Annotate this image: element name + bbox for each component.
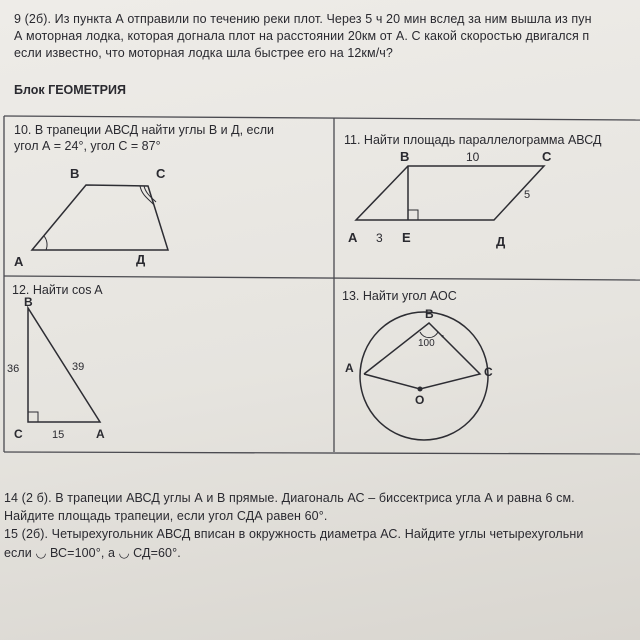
task-11-label-e: Е xyxy=(402,230,411,245)
block-title: Блок ГЕОМЕТРИЯ xyxy=(14,83,126,97)
task-12-side-ab: 39 xyxy=(72,361,85,373)
task-10-line-2: угол А = 24°, угол С = 87° xyxy=(14,139,161,153)
task-13-label-b: В xyxy=(425,307,434,321)
task-11-label-b: В xyxy=(400,149,410,164)
task-11-segment-ae: 3 xyxy=(376,231,383,245)
task-12-label-c: С xyxy=(14,427,23,441)
task-10-label-d: Д xyxy=(136,252,146,267)
task-10-line-1: 10. В трапеции АВСД найти углы В и Д, если xyxy=(14,123,275,137)
problem-14-line-1: 14 (2 б). В трапеции АВСД углы А и В прямые. Диагональ АС – биссектриса угла А и равна 6 см. xyxy=(4,491,575,505)
task-12-label-b: В xyxy=(24,295,33,309)
problem-15-line-1: 15 (2б). Четырехугольник АВСД вписан в окружность диаметра АС. Найдите углы четырехугольни xyxy=(4,527,584,541)
problem-14-line-2: Найдите площадь трапеции, если угол СДА равен 60°. xyxy=(4,509,328,523)
task-11-label-d: Д xyxy=(496,234,506,249)
task-13-label-o: О xyxy=(415,393,425,407)
task-11-label-a: А xyxy=(348,230,358,245)
task-12-title: 12. Найти cos A xyxy=(12,283,103,297)
task-10-label-a: А xyxy=(14,254,24,269)
task-table-grid xyxy=(4,116,640,454)
task-11-side-cd: 5 xyxy=(524,189,531,201)
task-13-label-c: С xyxy=(484,365,493,379)
task-11-label-c: С xyxy=(542,149,552,164)
task-13-label-a: А xyxy=(345,361,354,375)
task-11-title: 11. Найти площадь параллелограмма АВСД xyxy=(344,133,602,147)
task-13-degree-mark: ° xyxy=(441,334,445,343)
task-10-label-b: В xyxy=(70,166,80,181)
task-10-trapezoid xyxy=(32,185,168,250)
task-12-triangle xyxy=(28,308,100,422)
task-11-side-bc: 10 xyxy=(466,150,480,164)
task-13-angle: 100 xyxy=(418,338,435,349)
task-12-side-ca: 15 xyxy=(52,429,65,441)
problem-9-line-3: если известно, что моторная лодка шла быстрее его на 12км/ч? xyxy=(14,46,393,60)
problem-9-line-2: А моторная лодка, которая догнала плот на расстоянии 20км от А. С какой скоростью двигался п xyxy=(14,29,590,43)
problem-15-line-2: если ◡ ВС=100°, а ◡ СД=60°. xyxy=(4,546,181,560)
problem-9-line-1: 9 (2б). Из пункта А отправили по течению реки плот. Через 5 ч 20 мин вслед за ним вышла из пун xyxy=(14,12,592,26)
task-13-title: 13. Найти угол АОС xyxy=(342,289,457,303)
task-12-side-bc: 36 xyxy=(7,363,20,375)
task-13-circle xyxy=(360,312,488,440)
task-11-parallelogram xyxy=(356,166,544,220)
task-12-label-a: А xyxy=(96,427,105,441)
task-10-label-c: С xyxy=(156,166,166,181)
